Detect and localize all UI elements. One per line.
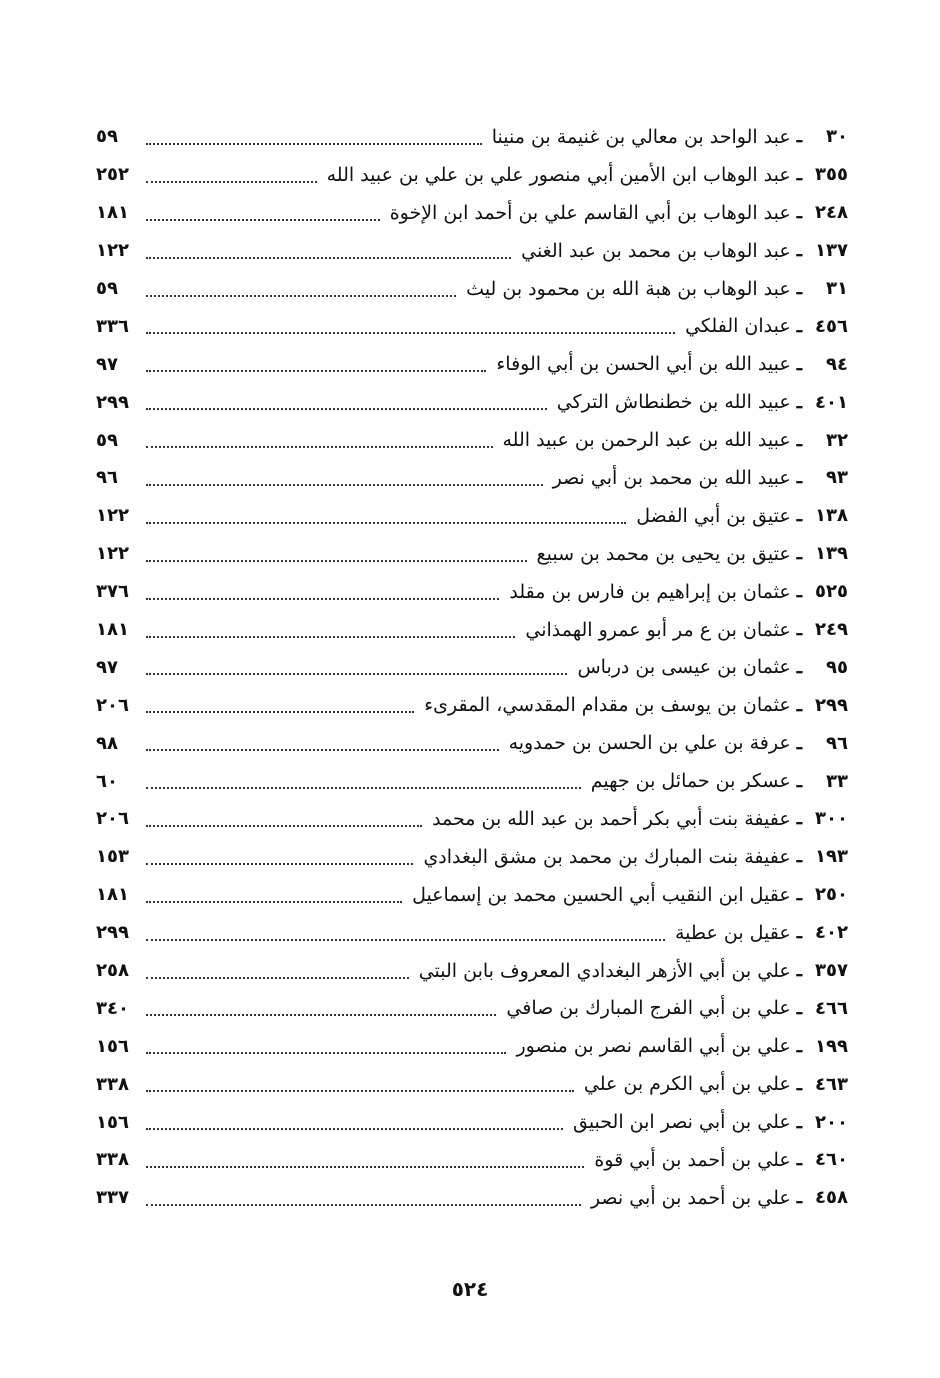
entry-separator: ـ (796, 656, 802, 678)
entry-name: علي بن أبي الأزهر البغدادي المعروف بابن البتي (418, 959, 791, 982)
entry-name: عثمان بن ع مر أبو عمرو الهمذاني (525, 618, 791, 641)
entry-separator: ـ (796, 922, 802, 944)
entry-separator: ـ (796, 770, 802, 792)
entry-name: عتيق بن يحيى بن محمد بن سبيع (536, 542, 791, 565)
index-entry (96, 270, 848, 308)
dot-leader (146, 1052, 506, 1054)
entry-number: ٣٢ (826, 429, 848, 451)
entry-page-number: ١٥٦ (96, 1111, 129, 1133)
entry-number: ٩٦ (826, 732, 848, 754)
entry-name: علي بن أبي الكرم بن علي (583, 1073, 791, 1096)
entry-number: ٩٤ (826, 353, 848, 375)
index-entry (96, 573, 848, 611)
entry-separator: ـ (796, 353, 802, 375)
index-entry (96, 307, 848, 345)
entry-separator: ـ (796, 960, 802, 982)
entry-number: ٢٥٠ (815, 884, 848, 906)
entry-separator: ـ (796, 997, 802, 1019)
entry-name: عثمان بن يوسف بن مقدام المقدسي، المقرىء (424, 694, 791, 717)
entry-page-number: ١٨١ (96, 619, 129, 641)
dot-leader (146, 484, 543, 486)
dot-leader (146, 332, 675, 334)
dot-leader (146, 257, 511, 259)
index-entry (96, 156, 848, 194)
entry-number: ٢٩٩ (815, 694, 848, 716)
entry-name: عرفة بن علي بن الحسن بن حمدويه (508, 732, 791, 755)
index-entry (96, 459, 848, 497)
index-entry (96, 535, 848, 573)
index-entry (96, 345, 848, 383)
entry-number: ٤٥٦ (815, 315, 848, 337)
entry-number: ٣٠٠ (815, 808, 848, 830)
entry-separator: ـ (796, 1073, 802, 1095)
dot-leader (146, 522, 626, 524)
entry-name: علي بن أبي الفرج المبارك بن صافي (506, 997, 791, 1020)
entry-name: عبيد الله بن أبي الحسن بن أبي الوفاء (496, 353, 791, 376)
entry-page-number: ٥٩ (96, 429, 118, 451)
entry-number: ٤٦٣ (815, 1073, 848, 1095)
entry-page-number: ١٥٦ (96, 1035, 129, 1057)
entry-number: ٤٦٠ (815, 1149, 848, 1171)
entry-number: ١٣٧ (815, 240, 848, 262)
dot-leader (146, 825, 422, 827)
entry-page-number: ١٢٢ (96, 543, 129, 565)
index-entry (96, 876, 848, 914)
entry-number: ٣٣ (826, 770, 848, 792)
entry-name: علي بن أحمد بن أبي قوة (594, 1148, 791, 1171)
entry-number: ٥٢٥ (815, 581, 848, 603)
dot-leader (146, 1204, 581, 1206)
dot-leader (146, 143, 482, 145)
entry-separator: ـ (796, 315, 802, 337)
entry-separator: ـ (796, 1187, 802, 1209)
entry-page-number: ٣٣٨ (96, 1149, 129, 1171)
entry-page-number: ٦٠ (96, 770, 118, 792)
entry-separator: ـ (796, 164, 802, 186)
entry-separator: ـ (796, 846, 802, 868)
entry-page-number: ٣٣٧ (96, 1187, 129, 1209)
index-entry (96, 838, 848, 876)
index-entry (96, 497, 848, 535)
entry-number: ١٣٩ (815, 543, 848, 565)
index-entry (96, 914, 848, 952)
entry-number: ٩٣ (826, 467, 848, 489)
index-entry (96, 1141, 848, 1179)
entry-separator: ـ (796, 732, 802, 754)
entry-separator: ـ (796, 391, 802, 413)
entry-page-number: ٣٤٠ (96, 997, 129, 1019)
dot-leader (146, 636, 515, 638)
dot-leader (146, 370, 486, 372)
entry-separator: ـ (796, 884, 802, 906)
index-entry (96, 1103, 848, 1141)
entry-page-number: ٩٧ (96, 353, 118, 375)
dot-leader (146, 863, 413, 865)
entry-page-number: ٢٠٦ (96, 694, 129, 716)
entry-name: عتيق بن أبي الفضل (636, 504, 791, 527)
entry-number: ٣١ (826, 278, 848, 299)
dot-leader (146, 1090, 574, 1092)
entry-page-number: ٢٥٨ (96, 960, 129, 982)
entry-page-number: ١٥٣ (96, 846, 129, 868)
entry-page-number: ٣٧٦ (96, 581, 129, 603)
entry-name: علي بن أبي القاسم نصر بن منصور (516, 1035, 791, 1058)
entry-name: عفيفة بنت أبي بكر أحمد بن عبد الله بن محمد (432, 807, 791, 830)
entry-name: عبد الوهاب بن أبي القاسم علي بن أحمد ابن الإخوة (389, 201, 791, 224)
dot-leader (146, 787, 581, 789)
entry-name: عقيل بن عطية (674, 921, 791, 944)
entry-separator: ـ (796, 1149, 802, 1171)
index-entry (96, 611, 848, 649)
dot-leader (146, 295, 456, 297)
entry-separator: ـ (796, 278, 802, 299)
entry-number: ٤٥٨ (815, 1187, 848, 1209)
entry-name: عثمان بن إبراهيم بن فارس بن مقلد (509, 580, 791, 603)
entry-separator: ـ (796, 808, 802, 830)
entry-separator: ـ (796, 1035, 802, 1057)
entry-page-number: ١٢٢ (96, 240, 129, 262)
entry-separator: ـ (796, 467, 802, 489)
entry-number: ٣٠ (826, 126, 848, 148)
entry-number: ١٣٨ (815, 505, 848, 527)
index-entry (96, 1065, 848, 1103)
index-entry (96, 118, 848, 156)
entry-number: ٩٥ (826, 656, 848, 678)
entry-page-number: ٢٠٦ (96, 808, 129, 830)
index-entry (96, 1179, 848, 1217)
entry-name: عبد الوهاب بن محمد بن عبد الغني (521, 239, 791, 262)
entry-separator: ـ (796, 202, 802, 224)
dot-leader (146, 711, 414, 713)
dot-leader (146, 560, 527, 562)
entry-number: ٣٥٧ (815, 960, 848, 982)
entry-page-number: ١٨١ (96, 202, 129, 224)
entry-page-number: ١٨١ (96, 884, 129, 906)
dot-leader (146, 219, 380, 221)
entry-name: عثمان بن عيسى بن درباس (577, 656, 791, 679)
entry-page-number: ٩٧ (96, 656, 118, 678)
entry-page-number: ٣٣٨ (96, 1073, 129, 1095)
dot-leader (146, 181, 317, 183)
dot-leader (146, 1014, 496, 1016)
entry-name: عفيفة بنت المبارك بن محمد بن مشق البغدادي (423, 845, 791, 868)
index-entry (96, 383, 848, 421)
entry-name: علي بن أحمد بن أبي نصر (590, 1186, 791, 1209)
entry-number: ٢٠٠ (815, 1111, 848, 1133)
index-entry (96, 800, 848, 838)
entry-name: عبدان الفلكي (685, 315, 791, 338)
entry-number: ٤٠٢ (815, 922, 848, 944)
index-entry (96, 952, 848, 990)
entry-number: ٤٦٦ (815, 997, 848, 1019)
index-entry (96, 232, 848, 270)
dot-leader (146, 598, 499, 600)
dot-leader (146, 408, 547, 410)
index-entry (96, 762, 848, 800)
entry-number: ٣٥٥ (815, 164, 848, 186)
entry-separator: ـ (796, 126, 802, 148)
entry-separator: ـ (796, 543, 802, 565)
index-entry (96, 421, 848, 459)
entry-page-number: ٢٩٩ (96, 391, 129, 413)
entry-name: عقيل ابن النقيب أبي الحسين محمد بن إسماعيل (412, 883, 791, 906)
entry-page-number: ١٢٢ (96, 505, 129, 527)
index-entry (96, 724, 848, 762)
entry-separator: ـ (796, 694, 802, 716)
entry-page-number: ٩٨ (96, 732, 118, 754)
dot-leader (146, 977, 409, 979)
entry-number: ٢٤٨ (815, 202, 848, 224)
index-entry (96, 686, 848, 724)
index-list (96, 118, 848, 1217)
entry-name: علي بن أبي نصر ابن الحبيق (572, 1111, 791, 1134)
dot-leader (146, 939, 665, 941)
entry-name: عبيد الله بن خطنطاش التركي (556, 391, 791, 414)
entry-separator: ـ (796, 1111, 802, 1133)
entry-name: عبد الواحد بن معالي بن غنيمة بن منينا (491, 125, 791, 148)
entry-separator: ـ (796, 619, 802, 641)
entry-name: عسكر بن حمائل بن جهيم (590, 770, 791, 793)
entry-separator: ـ (796, 581, 802, 603)
entry-page-number: ٥٩ (96, 278, 118, 299)
entry-name: عبد الوهاب بن هبة الله بن محمود بن ليث (466, 277, 791, 300)
entry-page-number: ٥٩ (96, 126, 118, 148)
dot-leader (146, 901, 402, 903)
dot-leader (146, 749, 499, 751)
dot-leader (146, 1166, 584, 1168)
index-entry (96, 648, 848, 686)
entry-page-number: ٩٦ (96, 467, 118, 489)
dot-leader (146, 446, 493, 448)
entry-name: عبيد الله بن عبد الرحمن بن عبيد الله (502, 429, 791, 452)
index-entry (96, 1027, 848, 1065)
dot-leader (146, 673, 567, 675)
dot-leader (146, 1128, 563, 1130)
entry-name: عبيد الله بن محمد بن أبي نصر (552, 466, 791, 489)
index-entry (96, 989, 848, 1027)
entry-separator: ـ (796, 505, 802, 527)
entry-number: ٤٠١ (815, 391, 848, 413)
entry-page-number: ٣٣٦ (96, 315, 129, 337)
entry-separator: ـ (796, 429, 802, 451)
index-entry (96, 194, 848, 232)
entry-page-number: ٢٥٢ (96, 164, 129, 186)
entry-name: عبد الوهاب ابن الأمين أبي منصور علي بن علي بن عبيد الله (326, 163, 791, 186)
page-number: ٥٢٤ (451, 1277, 489, 1301)
entry-separator: ـ (796, 240, 802, 262)
entry-number: ١٩٩ (815, 1035, 848, 1057)
entry-number: ٢٤٩ (815, 619, 848, 641)
entry-page-number: ٢٩٩ (96, 922, 129, 944)
entry-number: ١٩٣ (815, 846, 848, 868)
